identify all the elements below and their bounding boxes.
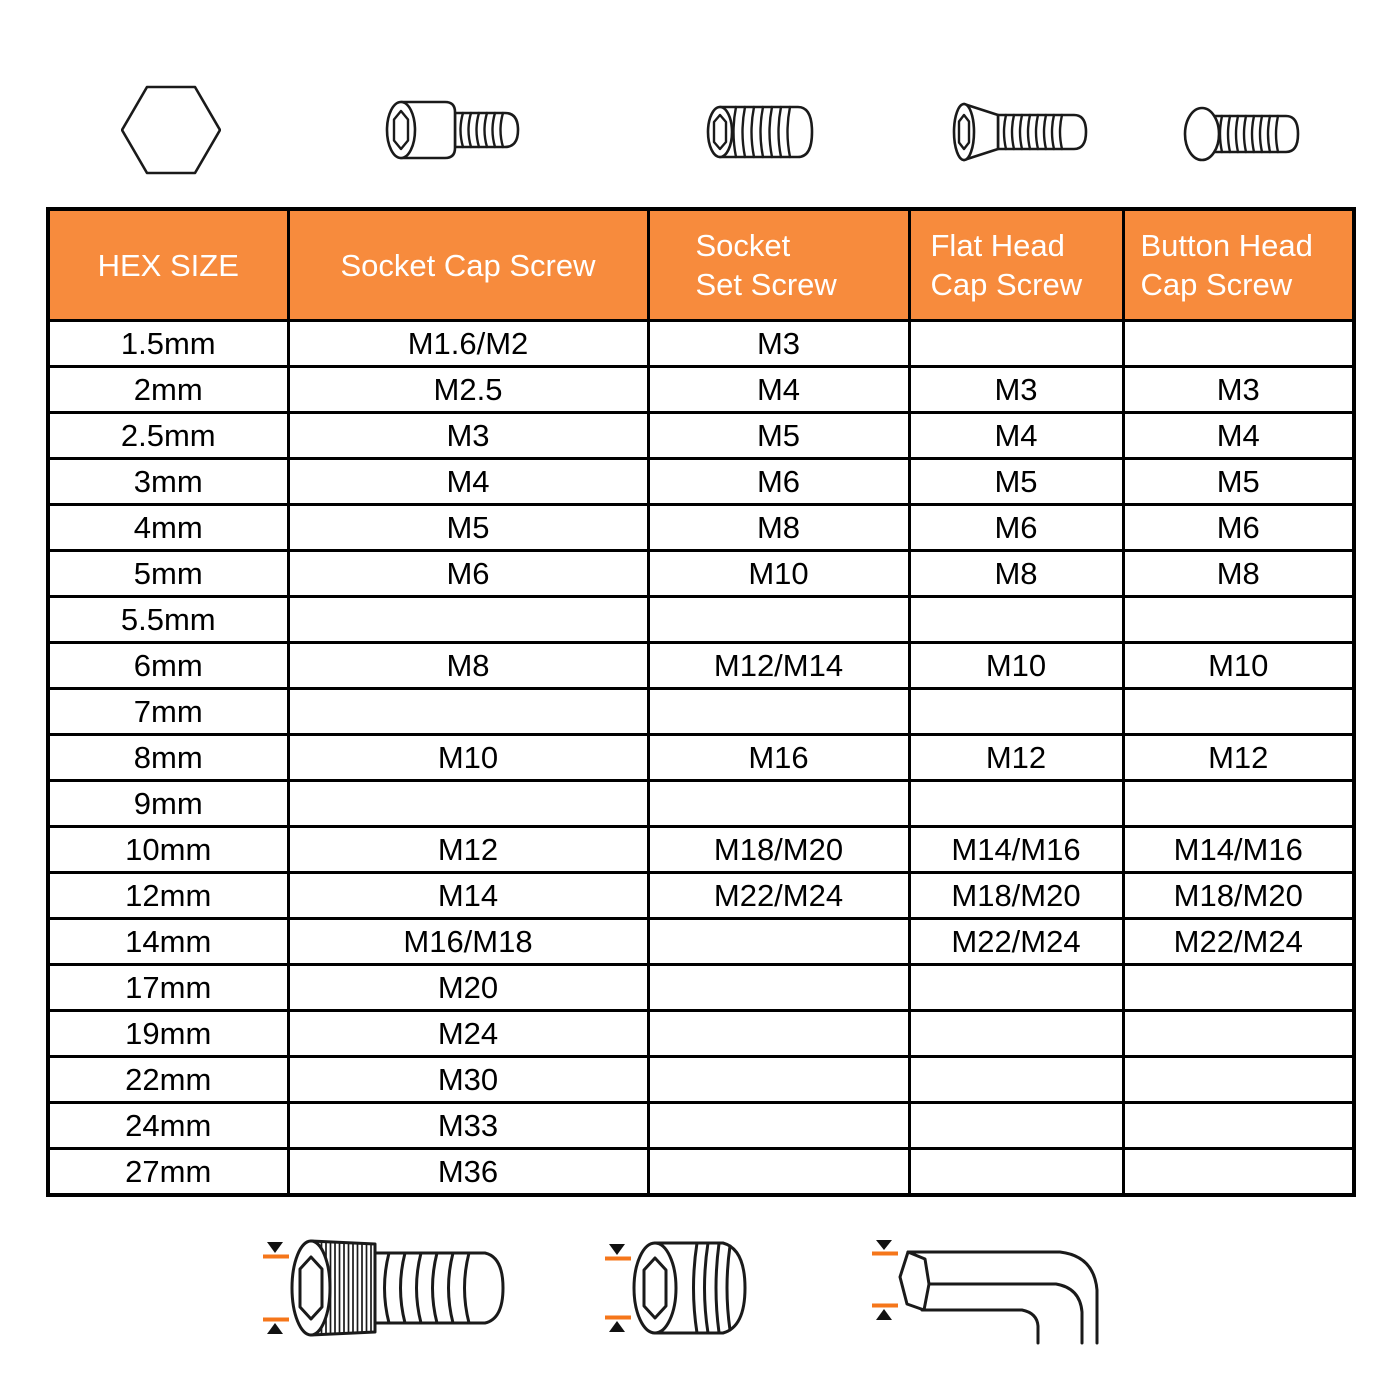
screw-size-cell: M6 bbox=[288, 551, 648, 597]
hex-size-cell: 5.5mm bbox=[48, 597, 288, 643]
screw-size-cell: M18/M20 bbox=[909, 873, 1123, 919]
table-row bbox=[48, 459, 1354, 505]
table-row bbox=[48, 1103, 1354, 1149]
screw-size-cell bbox=[909, 781, 1123, 827]
screw-size-cell bbox=[648, 1057, 909, 1103]
table-row bbox=[48, 367, 1354, 413]
screw-size-cell: M2.5 bbox=[288, 367, 648, 413]
hex-size-table bbox=[46, 207, 1356, 1197]
screw-size-cell: M5 bbox=[288, 505, 648, 551]
screw-size-cell: M12 bbox=[288, 827, 648, 873]
screw-size-cell bbox=[1123, 965, 1354, 1011]
table-row bbox=[48, 689, 1354, 735]
table-row bbox=[48, 597, 1354, 643]
screw-size-cell bbox=[648, 1149, 909, 1196]
measure-marker-top bbox=[872, 1240, 898, 1254]
hex-size-cell: 4mm bbox=[48, 505, 288, 551]
table-row bbox=[48, 505, 1354, 551]
screw-size-cell: M22/M24 bbox=[909, 919, 1123, 965]
screw-size-cell: M6 bbox=[1123, 505, 1354, 551]
table-row bbox=[48, 1011, 1354, 1057]
screw-size-cell: M18/M20 bbox=[648, 827, 909, 873]
screw-size-cell bbox=[648, 597, 909, 643]
screw-size-cell bbox=[909, 597, 1123, 643]
hex-size-cell: 19mm bbox=[48, 1011, 288, 1057]
screw-size-cell: M8 bbox=[288, 643, 648, 689]
screw-size-cell: M30 bbox=[288, 1057, 648, 1103]
screw-size-cell: M12 bbox=[909, 735, 1123, 781]
hex-size-cell: 7mm bbox=[48, 689, 288, 735]
table-row bbox=[48, 1057, 1354, 1103]
screw-size-cell: M3 bbox=[1123, 367, 1354, 413]
screw-size-cell bbox=[1123, 597, 1354, 643]
table-row bbox=[48, 965, 1354, 1011]
hex-size-cell: 22mm bbox=[48, 1057, 288, 1103]
table-row bbox=[48, 873, 1354, 919]
hex-size-cell: 2.5mm bbox=[48, 413, 288, 459]
hex-size-cell: 1.5mm bbox=[48, 321, 288, 367]
screw-size-cell bbox=[648, 965, 909, 1011]
screw-size-cell: M6 bbox=[909, 505, 1123, 551]
screw-size-cell bbox=[909, 689, 1123, 735]
hex-size-cell: 10mm bbox=[48, 827, 288, 873]
hex-key-measure-diagram bbox=[872, 1240, 1122, 1345]
socket-cap-screw-measure-diagram bbox=[263, 1237, 515, 1339]
screw-size-cell bbox=[909, 1057, 1123, 1103]
screw-size-cell bbox=[648, 781, 909, 827]
screw-size-cell: M10 bbox=[288, 735, 648, 781]
socket-set-screw-icon bbox=[706, 104, 818, 160]
table-row bbox=[48, 551, 1354, 597]
hex-size-cell: 17mm bbox=[48, 965, 288, 1011]
hex-size-cell: 9mm bbox=[48, 781, 288, 827]
screw-size-cell: M8 bbox=[909, 551, 1123, 597]
screw-size-cell: M3 bbox=[648, 321, 909, 367]
socket-cap-screw-icon bbox=[385, 100, 525, 160]
screw-size-cell: M6 bbox=[648, 459, 909, 505]
screw-size-cell: M12/M14 bbox=[648, 643, 909, 689]
screw-size-cell: M5 bbox=[648, 413, 909, 459]
screw-size-cell bbox=[909, 1011, 1123, 1057]
screw-size-cell: M8 bbox=[648, 505, 909, 551]
screw-size-cell: M1.6/M2 bbox=[288, 321, 648, 367]
hex-size-cell: 12mm bbox=[48, 873, 288, 919]
hex-size-cell: 2mm bbox=[48, 367, 288, 413]
table-row bbox=[48, 643, 1354, 689]
screw-size-cell: M24 bbox=[288, 1011, 648, 1057]
measure-marker-bottom bbox=[872, 1306, 898, 1321]
hex-size-cell: 24mm bbox=[48, 1103, 288, 1149]
column-header: Socket Cap Screw bbox=[288, 209, 648, 321]
column-header: HEX SIZE bbox=[48, 209, 288, 321]
screw-size-cell bbox=[1123, 1149, 1354, 1196]
screw-size-cell: M16 bbox=[648, 735, 909, 781]
table-header-row bbox=[48, 209, 1354, 321]
screw-size-cell bbox=[1123, 1103, 1354, 1149]
table-row bbox=[48, 735, 1354, 781]
screw-size-cell bbox=[648, 1011, 909, 1057]
flat-head-cap-screw-icon bbox=[952, 102, 1092, 162]
screw-size-cell: M12 bbox=[1123, 735, 1354, 781]
screw-size-cell bbox=[288, 689, 648, 735]
screw-size-cell: M5 bbox=[1123, 459, 1354, 505]
table-row bbox=[48, 321, 1354, 367]
hexagon-icon bbox=[121, 84, 221, 176]
screw-size-cell: M16/M18 bbox=[288, 919, 648, 965]
socket-set-screw-measure-diagram bbox=[605, 1237, 765, 1339]
screw-size-cell: M4 bbox=[288, 459, 648, 505]
screw-size-cell bbox=[1123, 1011, 1354, 1057]
screw-size-cell bbox=[909, 965, 1123, 1011]
column-header: Flat Head Cap Screw bbox=[909, 209, 1123, 321]
screw-size-cell: M10 bbox=[909, 643, 1123, 689]
screw-size-cell: M20 bbox=[288, 965, 648, 1011]
table-row bbox=[48, 1149, 1354, 1196]
screw-size-cell: M14/M16 bbox=[909, 827, 1123, 873]
screw-size-cell: M10 bbox=[648, 551, 909, 597]
screw-size-cell: M22/M24 bbox=[648, 873, 909, 919]
screw-size-cell bbox=[648, 919, 909, 965]
screw-size-cell bbox=[288, 597, 648, 643]
measure-marker-top bbox=[605, 1244, 631, 1259]
hex-size-cell: 27mm bbox=[48, 1149, 288, 1196]
screw-size-cell: M33 bbox=[288, 1103, 648, 1149]
screw-size-cell: M3 bbox=[909, 367, 1123, 413]
measure-marker-top bbox=[263, 1242, 289, 1257]
screw-size-cell bbox=[909, 321, 1123, 367]
screw-size-cell: M3 bbox=[288, 413, 648, 459]
screw-size-cell bbox=[1123, 689, 1354, 735]
screw-size-cell: M14 bbox=[288, 873, 648, 919]
screw-size-cell: M4 bbox=[909, 413, 1123, 459]
screw-size-cell: M10 bbox=[1123, 643, 1354, 689]
screw-size-cell: M5 bbox=[909, 459, 1123, 505]
screw-size-cell: M14/M16 bbox=[1123, 827, 1354, 873]
screw-size-cell bbox=[1123, 1057, 1354, 1103]
hex-size-cell: 5mm bbox=[48, 551, 288, 597]
column-header: Socket Set Screw bbox=[648, 209, 909, 321]
hex-size-cell: 14mm bbox=[48, 919, 288, 965]
screw-size-cell: M36 bbox=[288, 1149, 648, 1196]
screw-size-cell bbox=[1123, 781, 1354, 827]
screw-size-cell bbox=[288, 781, 648, 827]
screw-size-cell: M4 bbox=[648, 367, 909, 413]
screw-size-cell: M8 bbox=[1123, 551, 1354, 597]
screw-size-cell bbox=[909, 1103, 1123, 1149]
screw-size-cell bbox=[1123, 321, 1354, 367]
hex-size-cell: 3mm bbox=[48, 459, 288, 505]
measure-marker-bottom bbox=[263, 1320, 289, 1335]
screw-size-cell: M18/M20 bbox=[1123, 873, 1354, 919]
column-header: Button Head Cap Screw bbox=[1123, 209, 1354, 321]
button-head-cap-screw-icon bbox=[1172, 106, 1302, 162]
hex-size-cell: 6mm bbox=[48, 643, 288, 689]
table-row bbox=[48, 919, 1354, 965]
screw-size-cell bbox=[648, 689, 909, 735]
table-row bbox=[48, 827, 1354, 873]
table-row bbox=[48, 413, 1354, 459]
table-row bbox=[48, 781, 1354, 827]
screw-size-cell bbox=[648, 1103, 909, 1149]
hex-size-cell: 8mm bbox=[48, 735, 288, 781]
screw-size-cell bbox=[909, 1149, 1123, 1196]
screw-size-cell: M4 bbox=[1123, 413, 1354, 459]
screw-size-cell: M22/M24 bbox=[1123, 919, 1354, 965]
measure-marker-bottom bbox=[605, 1318, 631, 1333]
